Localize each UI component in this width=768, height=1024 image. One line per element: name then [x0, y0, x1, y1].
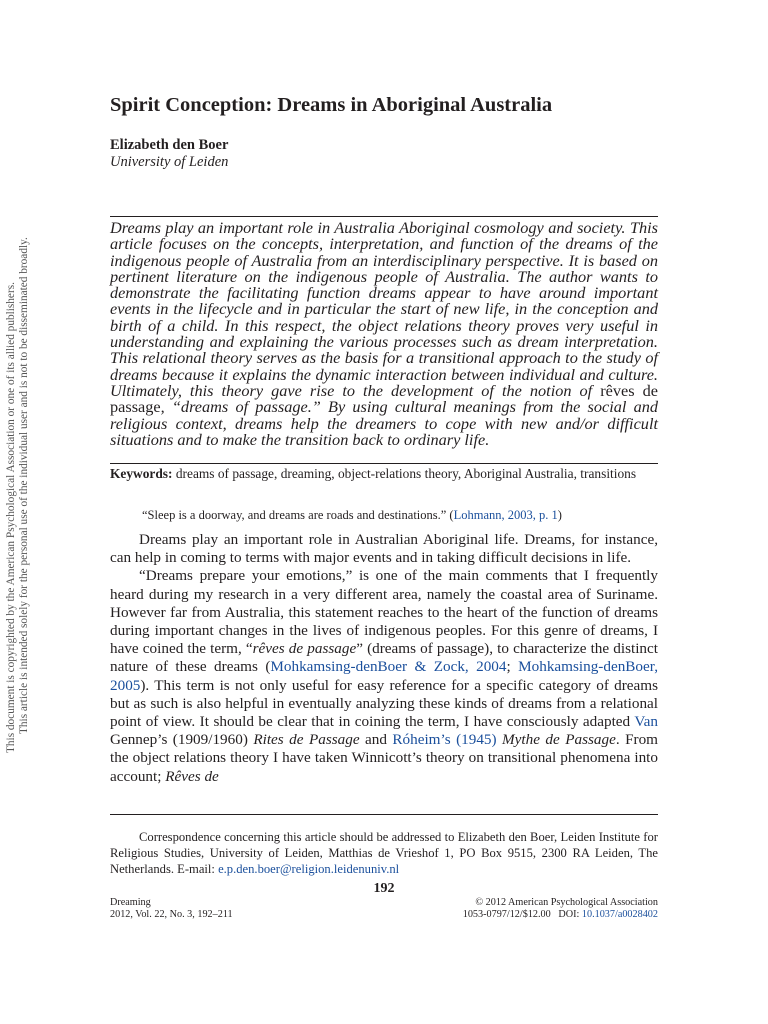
publisher-info: [463, 897, 658, 920]
correspondence-footnote: [110, 829, 658, 877]
abstract: [110, 220, 658, 448]
journal-name: Dreaming: [110, 897, 151, 908]
journal-issue: 2012, Vol. 22, No. 3, 192–211: [110, 908, 233, 920]
book-title: Mythe de Passage: [502, 731, 616, 749]
body-text-run: ). This term is not only useful for easy reference for a specific category of dreams but as such is also helpful in eventually analyzing these kinds of dreams from a relational point of view. It should be clear that in coining the term, I have consciously adapted: [110, 676, 658, 731]
page-number: 192: [373, 881, 395, 896]
abstract-top-rule: [110, 216, 658, 217]
body-paragraph-2: [110, 567, 658, 785]
journal-info: [110, 897, 233, 920]
copyright-notice-line-2: This article is intended solely for the personal use of the individual user and is not to be disseminated broadly.: [18, 237, 30, 734]
footnote-text: Correspondence concerning this article should be addressed to Elizabeth den Boer, Leiden Institute for Religious Studies, University of Leiden, Matthias de Vrieshof 1, PO Box 9515, 2300 RA Leiden, The Netherlands. E-mail:: [110, 830, 658, 876]
citation-link[interactable]: Mohkamsing-denBoer, 2005: [110, 658, 658, 694]
citation-link[interactable]: Mohkamsing-denBoer & Zock, 2004: [270, 658, 507, 676]
copyright-line: © 2012 American Psychological Association: [475, 897, 658, 908]
abstract-text-2: , “dreams of passage.” By using cultural meanings from the social and religious context, dreams help the dreamers to cope with new and/or difficult situations and to make the transition back to ordinary life.: [110, 397, 658, 449]
epigraph: [142, 508, 562, 523]
body-term: rêves de passage: [252, 640, 357, 658]
doi-label: DOI:: [558, 908, 580, 920]
epigraph-citation-link[interactable]: Lohmann, 2003, p. 1: [453, 508, 558, 522]
body-paragraph-1: Dreams play an important role in Australian Aboriginal life. Dreams, for instance, can help in coming to terms with major events and in taking difficult decisions in life.: [110, 531, 658, 567]
keywords-label: Keywords:: [110, 466, 173, 481]
body-text-run: and: [359, 731, 393, 749]
body-text-run: ” (dreams of passage), to characterize the distinct nature of these dreams (: [110, 640, 658, 676]
abstract-bottom-rule: [110, 463, 658, 464]
email-link[interactable]: e.p.den.boer@religion.leidenuniv.nl: [218, 862, 400, 876]
article-title: Spirit Conception: Dreams in Aboriginal Australia: [110, 94, 553, 116]
citation-link[interactable]: Van: [634, 713, 658, 731]
doi-link[interactable]: 10.1037/a0028402: [581, 908, 658, 920]
keywords: [110, 466, 658, 482]
abstract-text-1: Dreams play an important role in Australia Aboriginal cosmology and society. This article focuses on the concepts, interpretation, and function of the dreams of the indigenous people of Australia from an interdisciplinary perspective. It is based on pertinent literature on the indigenous people of Australia. The author wants to demonstrate the facilitating function dreams appear to have around important events in the lifecycle and in particular the start of new life, in the conception and birth of a child. In this respect, the object relations theory proves very useful in understanding and explaining the various processes such as dream interpretation. This relational theory serves as the basis for a transitional approach to the study of dreams because it explains the dynamic interaction between individual and culture. Ultimately, this theory gave rise to the development of the notion of: [110, 218, 658, 400]
body-text-run: . From the object relations theory I have taken Winnicott’s theory on transitional phenomena into account;: [110, 731, 659, 785]
footnote-rule: [110, 814, 658, 815]
citation-link[interactable]: Róheim’s (1945): [392, 731, 497, 749]
author-name: Elizabeth den Boer: [110, 137, 229, 153]
body-text-run: “Dreams prepare your emotions,” is one of the main comments that I frequently heard during my research in a very different area, namely the coastal area of Suriname. However far from Australia, this statement reaches to the heart of the function of dreams during important changes in the lives of indigenous peoples. For this genre of dreams, I have coined the term, “: [110, 567, 658, 658]
body-text-run: Gennep’s (1909/1960): [110, 731, 254, 749]
epigraph-quote: “Sleep is a doorway, and dreams are roads and destinations.” (: [142, 508, 454, 522]
epigraph-close: ): [557, 508, 562, 522]
keywords-text: dreams of passage, dreaming, object-relations theory, Aboriginal Australia, transitions: [175, 466, 637, 481]
body-term: Rêves de: [165, 767, 219, 785]
copyright-notice-line-1: This document is copyrighted by the American Psychological Association or one of its allied publishers.: [5, 282, 17, 753]
author-affiliation: University of Leiden: [110, 154, 229, 170]
book-title: Rites de Passage: [253, 731, 360, 749]
abstract-term: rêves de passage: [110, 380, 659, 417]
issn-doi-line: [463, 909, 658, 921]
issn: 1053-0797/12/$12.00: [462, 908, 551, 920]
body-text: [110, 531, 658, 786]
citation-separator: ;: [506, 658, 519, 676]
